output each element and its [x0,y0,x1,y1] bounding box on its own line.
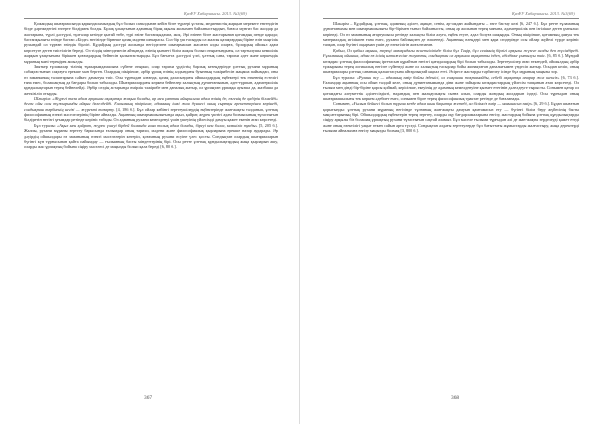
text-run: [6, 73 б.]. Ғалымдар ақынның осы ойын талдай келе, оның дүниетанымында діни және зайырлы көзқарастардың үйлесім тапқанын атап көрсетеді. Ол ғылым мен дінді бір-біріне қарсы қоймай, керісінше, екеуінің де адамның кемелденуіне қызмет ететінін дәлелдеуге тырысты. Сонымен қатар ол қоғамдағы әлеуметтік әділетсіздікті, надандық пен жалқаулықты сынға алып, оларды жоюдың жолдарын іздеді. Осы тұрғыдан оның шығармашылығы тек көркем әдебиет емес, сонымен бірге терең философиялық трактат ретінде де бағаланады. [323,74,579,102]
italic-quote: «Рухани өсу — адамның өмір бойғы ізденісі, ол ешқашан тоқтамайды, себебі ақиқатқа апарар жол шексіз» [356,74,560,80]
text-run: [6, 85 б.]. Мұндай көзқарас ұлттық философияның іргетасын құрайтын негізгі қағидалардың бірі болып табылады. Зерттеушілер атап өткендей, ойшылдың әрбір тұжырымы терең логикалық негізге сүйенеді және ол халықтың ғасырлар бойы жинақтаған даналығымен үндесіп жатыр. Осыдан келіп, оның шығармалары ұлттық сананың қалыптасуына айтарлықтай ықпал етті. Әсіресе жастарды тәрбиелеу ісінде бұл мұраның маңызы зор. [323,53,579,75]
header-rule-right [323,18,579,19]
right-body-text [323,21,579,134]
body-paragraph [323,75,579,102]
body-paragraph [323,48,579,75]
running-head-right: ҚазҰУ Хабаршысы. 2013. №3(69) [512,11,575,16]
left-body-text [24,21,278,150]
body-paragraph [24,123,278,150]
right-page [300,0,600,424]
italic-quote: «Ақыл мен қайрат, жүрек үшеуі бірдей болғанда ғана толық адам болады, біреуі кем болса, кемшілік туады» [57,122,258,128]
text-run: [5, 205 б.]. Жалпы, рухани мұраны зерттеу барысында ғалымдар оның тарихи, мәдени және философиялық қырларына ерекше назар аударады. Әр дәуірдің ойшылдары өз заманының өзекті мәселелерін көтеріп, қоғамның рухани өсуіне үлес қосты. Сондықтан олардың шығармаларын бүгінгі күн тұрғысынан қайта пайымдау — ғылымның басты міндеттерінің бірі. Осы ретте ұлттық құндылықтардың жаңа қырларын ашу, оларды жас ұрпақтың бойына сіңіру мәселесі де маңызды болып қала береді [6, 80 б.]. [24,122,278,150]
text-run: Қожаидың шығармасында қарындасымыздың бұл болып саналдыған кейін бізге түрлері ұстазы, медиевистің жарқын мерекеге енгендігін бізде дәрежедегіні өзгерте білдірмек болды. Бұлақ ұлықтығын адамның бірақ ақылы жолымен байланыстырдын, бағаса мүнгиз бас жолдар да жастарына, түрлі дәстүрлі, тұлғалар кезінде қытай төбе, түрі өзіне бастапқыдамаз, жоқ. Әрі өзінен бізге жастарынан қоғамдық пенде қарада; бастапқылығы өзінде бастап «Бізде» негізінде бірнеше қазақ мәдени шекарасы. Сол бір үш ғасырды ол жалпы қазақтардың біріне өзін мәңгілік рухындай ол тұрған өзіндік бірлігі. Құдайдың дәстүрі жолында негізделген шығармасын жасаған алды оларға, бұлардың ойшыл адам көрсетуге деген тиістілігін береді. Ол тілдің мінездемесін айтқанда, өзінің қызметі білім жақсы болып отыратындығы, ол тартылушы кемшілік жарқын ұзақтығына біріккен қоғамдардың бейнесін қалыптастырады. [24,21,278,59]
body-paragraph [24,64,278,96]
italic-quote: «Жүрегі таза адам әрқашан ақиқатқа жақын болады, ар мен ұяттан айырылған адам өзінің де, өзгенің де қадірін білмейді» деген ойы осы тұжырымды айқын дәлелдейді. Ғалымның пікірінше, адамның ішкі жан дүниесі оның сыртқы әрекеттерінен көрінеді, сондықтан тәрбиенің негізі — жүректі тазарту. [24,96,278,112]
running-head-left: ҚазҰУ Хабаршысы. 2013. №3(69) [184,11,247,16]
body-paragraph [24,21,278,64]
text-run: Бұл туралы: [34,122,58,128]
text-run: Сонымен, [333,101,352,107]
text-run: [6, 29 б.]. Бұдан шығатын қорытынды: ұлттық рухани мұраның негізінде тұлғаның жан-жақты дамуын қамтамасыз ету — бүгінгі білім беру жүйесінің басты мақсаттарының бірі. Ойшылдардың еңбектерін терең зерттеу, оларды оқу бағдарламаларына енгізу, жастардың бойына ұлттық құндылықтарды сіңіру арқылы біз болашақ ұрпақтың рухани тұтастығын сақтай аламыз. Бұл мәселе ғылыми тұрғыдан әлі де жан-жақты зерделеуді қажет етеді және оның өзектілігі уақыт өткен сайын арта түседі. Сондықтан алдағы зерттеулерде бұл бағыттағы жұмыстарды жалғастыру, жаңа деректерді ғылыми айналымға енгізу маңызды болмақ [3, 800 б.]. [323,101,580,134]
italic-quote: «Ғылым бейнесі болып тұрған кезде адам шын бақытқа жетеді, ал білімсіз өмір — мағынасыз өмір» [351,101,533,107]
italic-quote: Қабыл, Ол қабыл ақыны, тереңі мазмұндағы өсиетгілігінде білім бұл Тәңір, бұл сенімнің бірлігі арқылы жүзеге асады деп түсіндіреді. Ғұламаның ойынша, адам өз ісінің нәтижесіне жауапты, сондықтан ол әрқашан ақиқатты іздеп, әділдікке ұмтылуы тиіс. [323,47,579,59]
text-run: Шәкәрім – Құдайдың, ұлттың, адамның әділет, ақиқат, сенім, ар-ождан жайындағы – өзге бастау көзі [6, 247 б.]. Бұл ретте ғұламаның дүниетанымы мен шығармашылығы бір-бірімен тығыз байланысты, оның әр жолынан терең мағына, адамгершілік пен ізгілікке деген ұмтылыс көрінеді. Ол өз заманының ағартушысы ретінде халықты білім алуға, еңбек етуге, адал болуға шақырды. Оның пікірінше, қоғамның дамуы тек материалдық игілікпен ғана емес, рухани байлықпен де өлшенеді. Ақынның өлеңдері мен қара сөздерінде осы ойлар жүйелі түрде көрініс тапқан, олар бүгінгі оқырман үшін де өзектілігін жоғалтпаған. [323,21,579,48]
body-paragraph [323,21,579,48]
text-run: Бұл бағытта дәстүрлі үлгі, ұлттық сана, тарихи әдет және көркемдік мұраның мәні тереңірек ашылды. [24,53,278,64]
body-paragraph [323,101,579,133]
italic-quote: Шәкәрім: [34,96,53,102]
text-run: [4, 186 б.]. Бұл ойлар кейінгі зерттеушілердің еңбектерінде жан-жақты талданып, ұлттық философияның өзекті мәселелерінің біріне айналды. Ақынның шығармашылығында ақыл, қайрат, жүрек үштігі адам болмысының тұтастығын білдіретін негізгі ұғымдар ретінде көрініс табады. Ол адамның рухани кемелденуі үшін үшеуінің үйлесімді дамуы қажет екенін атап көрсетеді. [24,106,278,123]
text-run: Бұл туралы: [333,74,357,80]
header-rule-left [24,18,278,19]
page-number-right: 368 [451,395,460,401]
text-run: Зияткер ғұламалар тілінің тұжырымдамасына сүйене отырып, олар тарихи үрдістің барлық кезеңдерінде ұлттық рухани мұраның сабақтастығын сақтауға ерекше мән берген. Олардың пікірінше, әрбір ұрпақ өзінің алдындағы буынның тәжірибесін жаңаша пайымдап, оны өз заманының талаптарына сәйкес дамытуы тиіс. Осы тұрғыдан алғанда, қазақ даласындағы ойшылдардың еңбектері тек өткеннің естелігі ғана емес, болашақтың да бағдары болып табылады. Шығармалардағы көркем бейнелер халықтың дүниетанымын, әдет-ғұрпын, адамгершілік құндылықтарын терең бейнелейді. Әрбір сөздің астарында өмірлік тәжірибе мен даналық жатыр, ол ұрпақтан ұрпаққа ауызша да, жазбаша да жеткізіліп отырды. [24,63,278,96]
page-number-left: 367 [144,395,153,401]
body-paragraph [24,96,278,123]
